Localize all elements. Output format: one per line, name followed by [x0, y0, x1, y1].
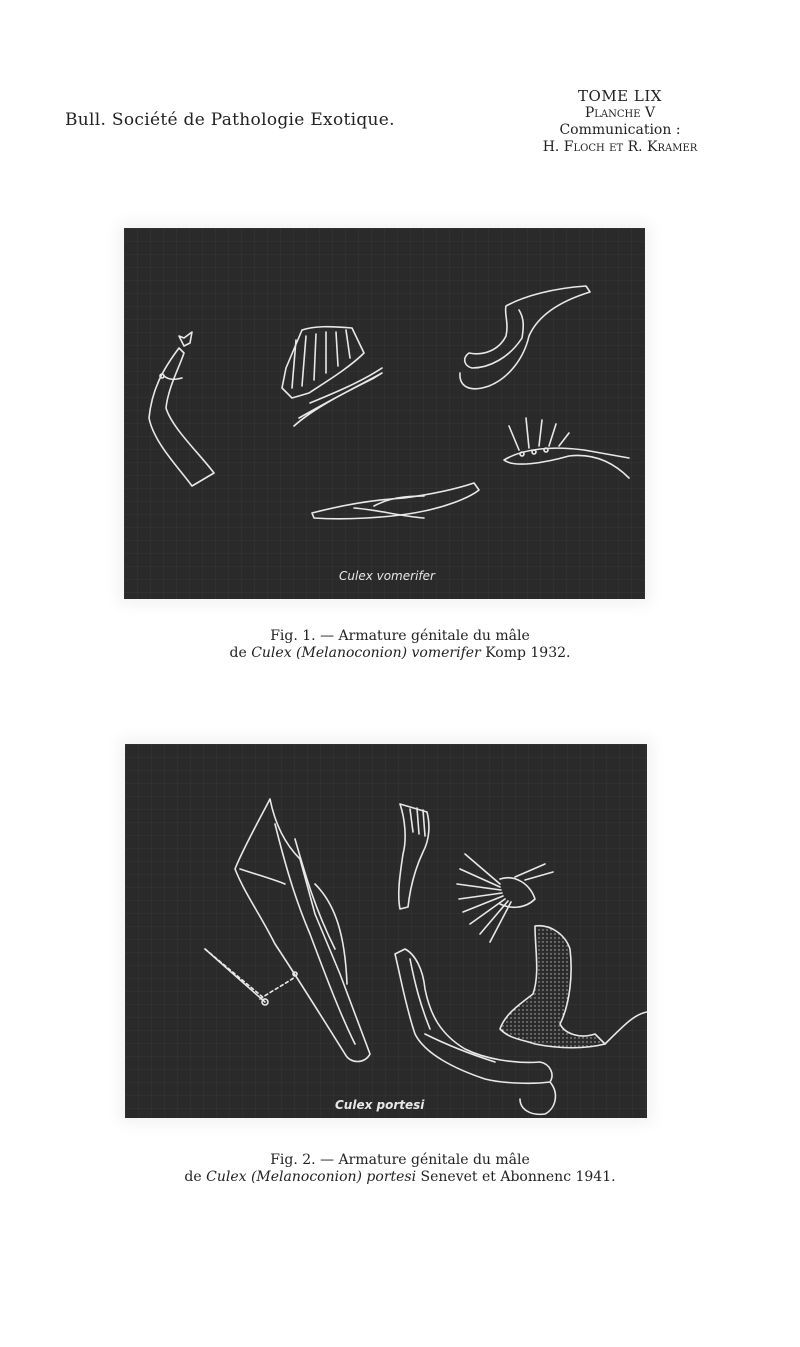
caption-taxon: Culex (Melanoconion) vomerifer	[251, 645, 481, 661]
authors: H. Floch et R. Kramer	[542, 139, 698, 155]
journal-title: Bull. Société de Pathologie Exotique.	[65, 110, 395, 130]
figure-2-drawing-label: Culex portesi	[335, 1098, 425, 1112]
figure-2-caption-line2	[0, 1169, 800, 1186]
figure-2-drawing	[125, 744, 647, 1118]
figure-1-caption	[0, 628, 800, 662]
figure-1-caption-line2	[0, 645, 800, 662]
caption-suffix: Komp 1932.	[480, 645, 571, 661]
figure-1-caption-line1: Fig. 1. — Armature génitale du mâle	[270, 628, 530, 644]
figure-1-plate	[124, 228, 645, 599]
tome-number: TOME LIX	[578, 87, 662, 105]
figure-2-plate	[125, 744, 647, 1118]
caption-suffix: Senevet et Abonnenc 1941.	[416, 1169, 616, 1185]
figure-1-drawing-label: Culex vomerifer	[339, 569, 435, 583]
plate-number: Planche V	[584, 105, 656, 121]
figure-2-caption-line1: Fig. 2. — Armature génitale du mâle	[270, 1152, 530, 1168]
figure-2-caption	[0, 1152, 800, 1186]
figure-1-drawing	[124, 228, 645, 599]
plate-info	[520, 88, 720, 156]
caption-prefix: de	[229, 645, 252, 661]
communication-label: Communication :	[559, 122, 681, 138]
caption-prefix: de	[184, 1169, 207, 1185]
caption-taxon: Culex (Melanoconion) portesi	[206, 1169, 417, 1185]
